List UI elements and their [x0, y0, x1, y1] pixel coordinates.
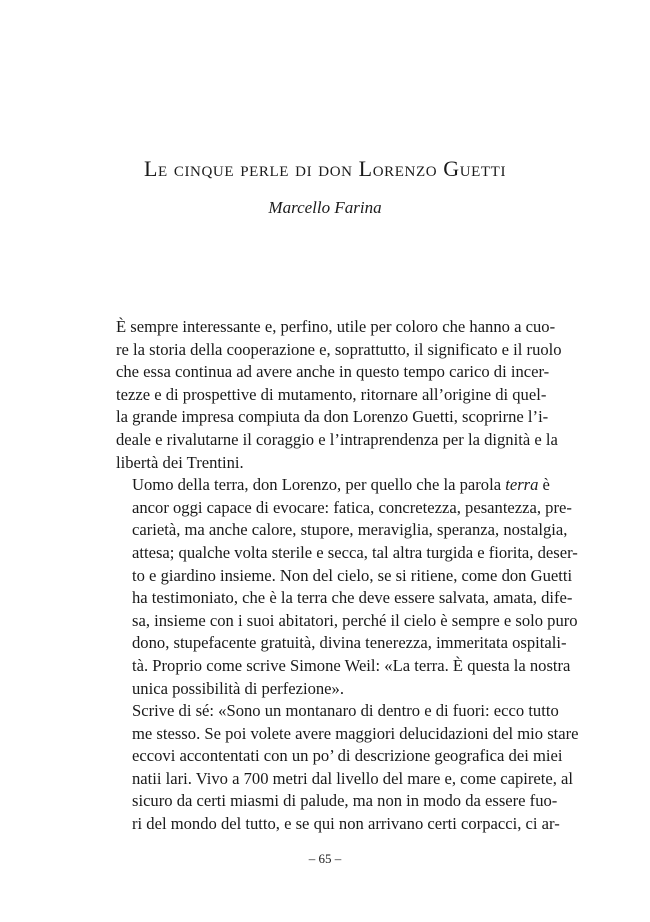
chapter-title: Le cinque perle di don Lorenzo Guetti [143, 156, 507, 181]
text-line: tezze e di prospettive di mutamento, ritornare all’origine di quel- [116, 384, 547, 404]
text-line: È sempre interessante e, perfino, utile per coloro che hanno a cuo- [116, 317, 556, 336]
text-line: sicuro da certi miasmi di palude, ma non in modo da essere fuo- [132, 791, 558, 811]
text-line: natii lari. Vivo a 700 metri dal livello del mare e, come capirete, al [132, 768, 574, 788]
text-line: deale e rivalutarne il coraggio e l’intraprendenza per la dignità e la [116, 429, 558, 449]
emphasized-word: terra [505, 475, 539, 495]
text-line: unica possibilità di perfezione». [132, 678, 344, 698]
text-line: attesa; qualche volta sterile e secca, tal altra turgida e fiorita, deser- [132, 542, 578, 562]
text-line: libertà dei Trentini. [116, 452, 244, 472]
page-number: – 65 – [308, 851, 342, 866]
text-line: che essa continua ad avere anche in questo tempo carico di incer- [116, 362, 550, 382]
text-line: dono, stupefacente gratuità, divina tenerezza, immeritata ospitali- [132, 633, 567, 653]
text-line: sa, insieme con i suoi abitatori, perché il cielo è sempre e solo puro [132, 610, 578, 630]
text-line: carietà, ma anche calore, stupore, meraviglia, speranza, nostalgia, [132, 520, 568, 540]
text-line: ha testimoniato, che è la terra che deve essere salvata, amata, dife- [132, 588, 573, 608]
text-line: ri del mondo del tutto, e se qui non arrivano certi corpacci, ci ar- [132, 814, 560, 834]
text-line: la grande impresa compiuta da don Lorenzo Guetti, scoprirne l’i- [116, 407, 549, 427]
text-line: Uomo della terra, don Lorenzo, per quello che la parola terra è [132, 475, 550, 495]
text-line: me stesso. Se poi volete avere maggiori delucidazioni del mio stare [132, 723, 579, 743]
text-line: to e giardino insieme. Non del cielo, se si ritiene, come don Guetti [132, 565, 573, 585]
paragraph-1 [116, 316, 562, 474]
text-line: ancor oggi capace di evocare: fatica, concretezza, pesantezza, pre- [132, 497, 572, 517]
paragraph-2 [116, 474, 578, 700]
body-text [116, 316, 579, 836]
paragraph-3 [116, 700, 579, 836]
text-line: re la storia della cooperazione e, soprattutto, il significato e il ruolo [116, 339, 562, 359]
author-name: Marcello Farina [268, 198, 382, 217]
text-line: Scrive di sé: «Sono un montanaro di dentro e di fuori: ecco tutto [132, 701, 559, 721]
text-line: tà. Proprio come scrive Simone Weil: «La terra. È questa la nostra [132, 655, 571, 675]
text-line: eccovi accontentati con un po’ di descrizione geografica dei miei [132, 746, 563, 766]
